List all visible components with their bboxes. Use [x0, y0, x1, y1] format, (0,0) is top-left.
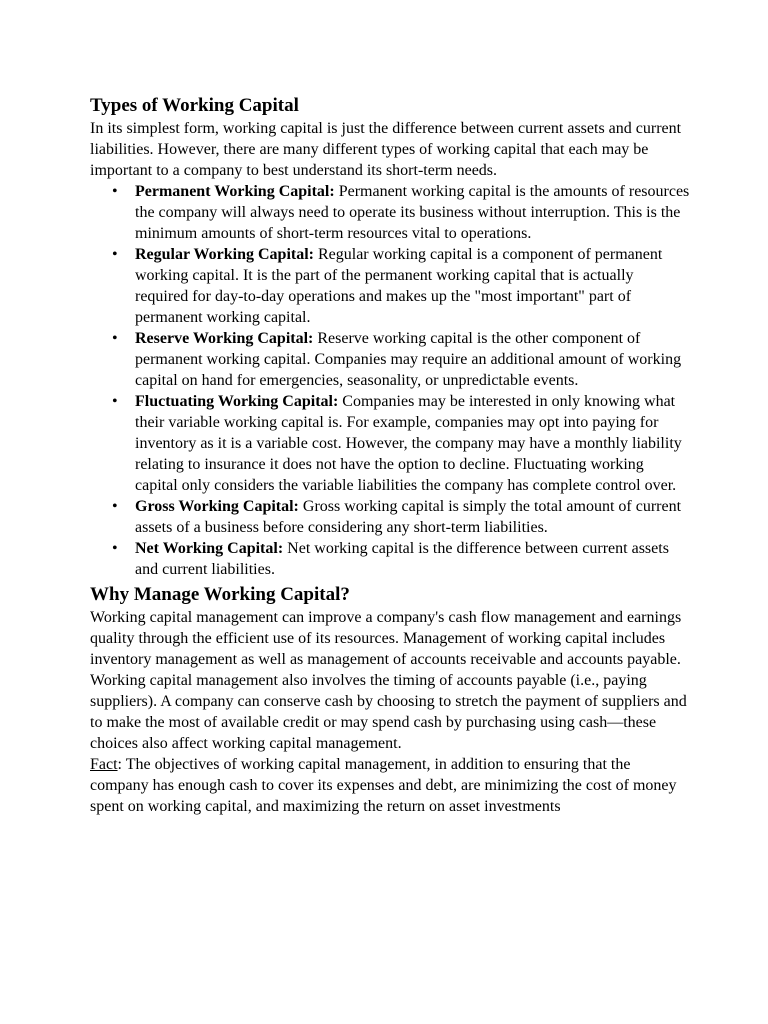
intro-paragraph: In its simplest form, working capital is just the difference between current assets and current liabilities. However, there are many different types of working capital that each may be important to a company to best understand its short-term needs.	[90, 120, 682, 179]
list-item-text: Gross working capital is simply the total amount of current assets of a business before considering any short-term liabilities.	[135, 498, 682, 536]
bullet-icon: •	[112, 183, 118, 200]
fact-text: : The objectives of working capital management, in addition to ensuring that the company has enough cash to cover its expenses and debt, are minimizing the cost of money spent on working capital, and maximizing the return on asset investments	[90, 756, 677, 815]
management-paragraph-1: Working capital management can improve a company's cash flow management and earnings quality through the efficient use of its resources. Management of working capital includes inventory management as well as management of accounts receivable and accounts payable.	[90, 609, 682, 668]
bullet-icon: •	[112, 393, 118, 410]
heading-types-of-working-capital: Types of Working Capital	[90, 95, 299, 116]
types-list	[90, 181, 690, 580]
heading-why-manage-working-capital: Why Manage Working Capital?	[90, 584, 350, 605]
bullet-icon: •	[112, 330, 118, 347]
list-item-text: Permanent working capital is the amounts of resources the company will always need to operate its business without interruption. This is the minimum amounts of short-term resources vital to operations.	[135, 183, 690, 242]
list-item	[112, 496, 690, 538]
bullet-icon: •	[112, 498, 118, 515]
list-item	[112, 538, 690, 580]
fact-paragraph	[90, 754, 690, 817]
list-item-text: Net working capital is the difference between current assets and current liabilities.	[135, 540, 669, 578]
list-item-term: Net Working Capital:	[135, 540, 284, 557]
document-page	[90, 94, 690, 817]
list-item-term: Regular Working Capital:	[135, 246, 314, 263]
list-item-text: Companies may be interested in only knowing what their variable working capital is. For example, companies may opt into paying for inventory as it is a variable cost. However, the company may have a monthly liability relating to insurance it does not have the option to decline. Fluctuating working capital only considers the variable liabilities the company has complete control over.	[135, 393, 682, 494]
list-item	[112, 244, 690, 328]
bullet-icon: •	[112, 540, 118, 557]
list-item-text: Regular working capital is a component of permanent working capital. It is the part of the permanent working capital that is actually required for day-to-day operations and makes up the "most important" part of permanent working capital.	[135, 246, 663, 326]
list-item-term: Gross Working Capital:	[135, 498, 299, 515]
list-item-term: Reserve Working Capital:	[135, 330, 314, 347]
list-item	[112, 391, 690, 496]
list-item-term: Fluctuating Working Capital:	[135, 393, 339, 410]
bullet-icon: •	[112, 246, 118, 263]
list-item-term: Permanent Working Capital:	[135, 183, 335, 200]
list-item-text: Reserve working capital is the other component of permanent working capital. Companies may require an additional amount of working capital on hand for emergencies, seasonality, or unpredictable events.	[135, 330, 682, 389]
list-item	[112, 181, 690, 244]
fact-label: Fact	[90, 756, 118, 773]
management-paragraph-2: Working capital management also involves the timing of accounts payable (i.e., paying suppliers). A company can conserve cash by choosing to stretch the payment of suppliers and to make the most of available credit or may spend cash by purchasing using cash—these choices also affect working capital management.	[90, 672, 687, 752]
list-item	[112, 328, 690, 391]
